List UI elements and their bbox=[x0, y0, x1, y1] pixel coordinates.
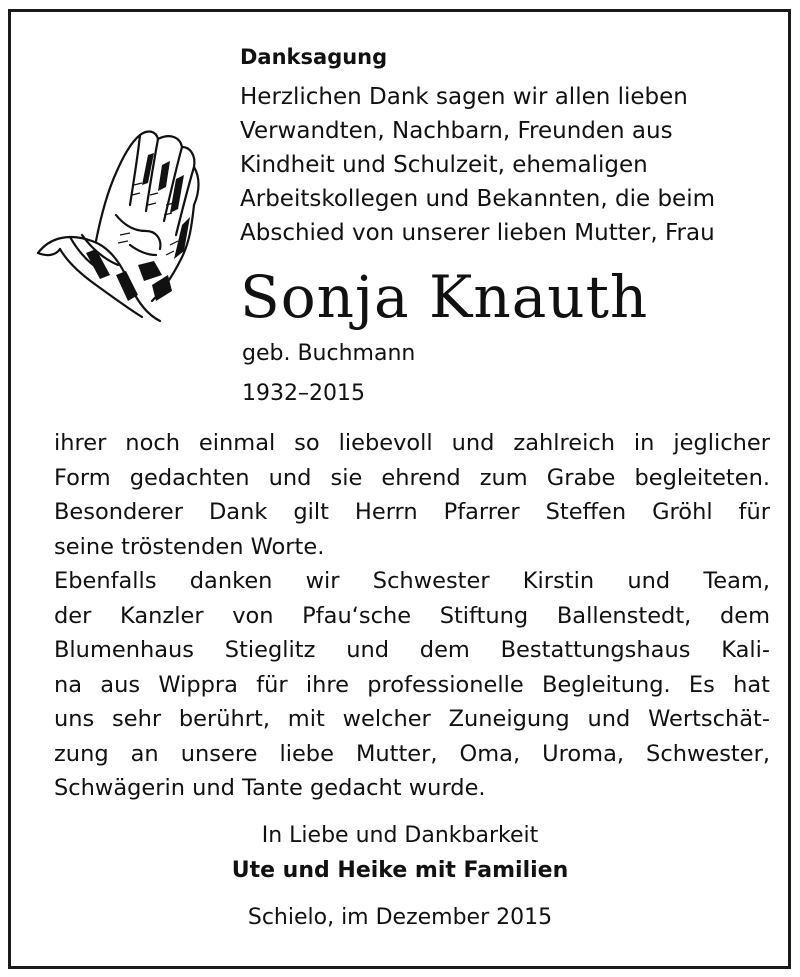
intro-text bbox=[240, 80, 780, 250]
intro-line: Kindheit und Schulzeit, ehemaligen bbox=[240, 152, 648, 178]
body-text bbox=[54, 426, 770, 806]
notice-header bbox=[240, 44, 780, 250]
body-line: na aus Wippra für ihre professionelle Begleitung. Es hat bbox=[54, 671, 770, 698]
body-line: Blumenhaus Stieglitz und dem Bestattungshaus Kali- bbox=[54, 637, 770, 663]
life-years: 1932–2015 bbox=[242, 381, 365, 406]
closing-phrase: In Liebe und Dankbarkeit bbox=[261, 823, 539, 848]
intro-line: Arbeitskollegen und Bekannten, die beim bbox=[240, 186, 715, 212]
signature: Ute und Heike mit Familien bbox=[231, 858, 569, 883]
body-line: Form gedachten und sie ehrend zum Grabe begleiteten. bbox=[54, 464, 770, 491]
body-line: ihrer noch einmal so liebevoll und zahlreich in jeglicher bbox=[54, 430, 770, 456]
body-line: uns sehr berührt, mit welcher Zuneigung und Wertschät- bbox=[54, 706, 770, 732]
notice-title: Danksagung bbox=[240, 45, 388, 69]
body-line: seine tröstenden Worte. bbox=[54, 533, 325, 560]
intro-line: Abschied von unserer lieben Mutter, Frau bbox=[240, 220, 715, 246]
body-line: Schwägerin und Tante gedacht wurde. bbox=[54, 775, 486, 801]
body-line: zung an unsere liebe Mutter, Oma, Uroma, Schwester, bbox=[54, 740, 770, 767]
body-line: der Kanzler von Pfau‘sche Stiftung Ballenstedt, dem bbox=[54, 602, 770, 629]
place-date: Schielo, im Dezember 2015 bbox=[247, 905, 553, 930]
intro-line: Verwandten, Nachbarn, Freunden aus bbox=[240, 118, 673, 144]
body-line: Besonderer Dank gilt Herrn Pfarrer Steffen Gröhl für bbox=[54, 499, 770, 525]
praying-hands-icon bbox=[30, 125, 210, 325]
intro-line: Herzlichen Dank sagen wir allen lieben bbox=[240, 84, 688, 110]
deceased-name: Sonja Knauth bbox=[240, 263, 649, 331]
body-line: Ebenfalls danken wir Schwester Kirstin und Team, bbox=[54, 568, 770, 594]
maiden-name: geb. Buchmann bbox=[242, 341, 416, 366]
